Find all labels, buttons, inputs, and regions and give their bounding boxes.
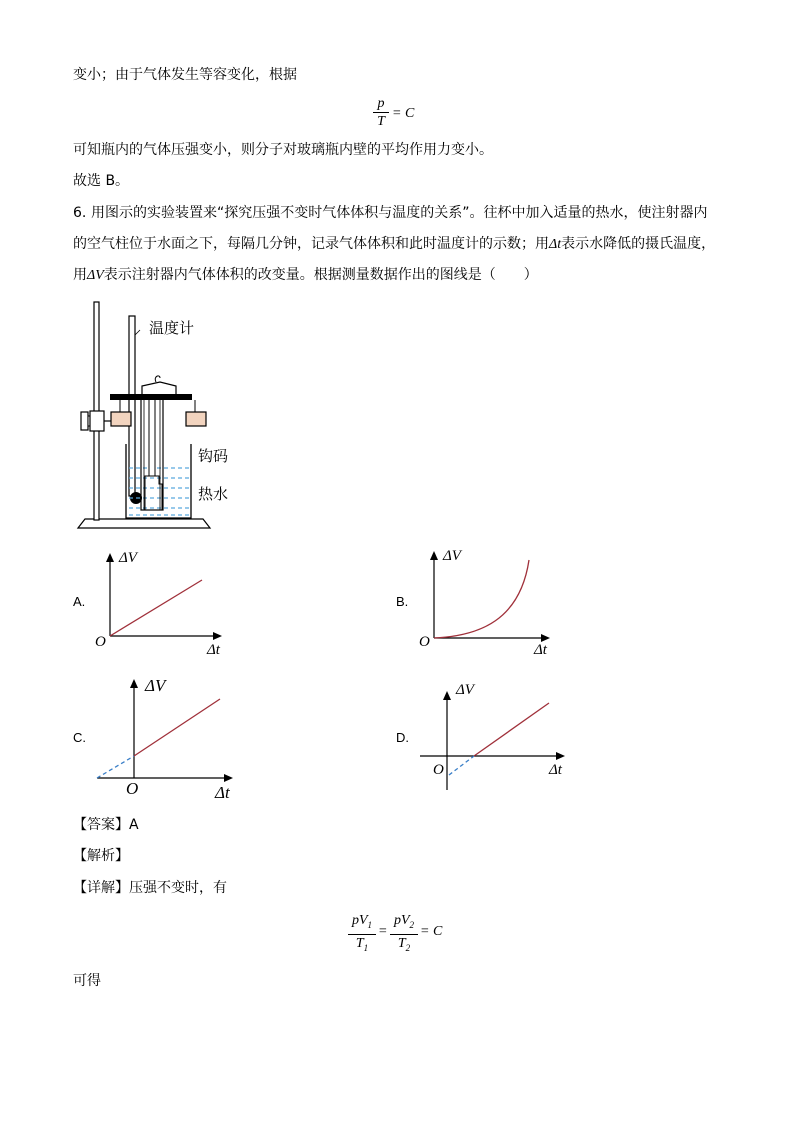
option-c-x-label: Δt [215,783,230,802]
formula2-left-fraction: $pV_1$ $T_1$ [348,912,376,957]
option-a-letter: A. [73,594,86,609]
option-c-origin: O [126,779,139,798]
option-b-y-label: ΔV [443,548,461,564]
text-line-2: 可知瓶内的气体压强变小，则分子对玻璃瓶内壁的平均作用力变小。 [73,142,493,158]
question-line-2: 的空气柱位于水面之下，每隔几分钟，记录气体体积和此时温度计的示数；用Δt表示水降低的摄氏温度， [73,236,716,252]
option-c-letter: C. [73,730,86,745]
option-a-y-label: ΔV [119,550,137,566]
option-d-origin: O [433,762,444,778]
formula-denominator: T [377,114,385,129]
formula2-right-fraction: $pV_2$ $T_2$ [390,912,418,957]
formula-numerator: p [377,96,385,111]
text-line-3: 故选 B。 [73,173,130,189]
option-b-letter: B. [396,594,409,609]
question-number: 6. [73,205,87,221]
label-weight: 钩码 [198,447,229,465]
option-d-y-label: ΔV [456,682,474,698]
text-line-1: 变小；由于气体发生等容变化，根据 [73,67,297,83]
conclude-line: 可得 [73,973,101,989]
analysis-heading: 【解析】 [73,848,129,864]
option-b-x-label: Δt [534,642,547,658]
label-hot-water: 热水 [198,485,229,503]
option-c-y-label: ΔV [145,676,166,695]
question-line-1: 用图示的实验装置来“探究压强不变时气体体积与温度的关系”。往杯中加入适量的热水，使注射器内 [91,205,708,221]
option-a-origin: O [95,634,106,650]
formula-rhs: = C [392,106,415,121]
option-d-x-label: Δt [549,762,562,778]
question-line-3: 用ΔV表示注射器内气体体积的改变量。根据测量数据作出的图线是（ ） [73,267,538,283]
option-d-dashed-extension [449,756,474,775]
answer-line: 【答案】A [73,817,139,833]
label-thermometer: 温度计 [149,319,195,337]
detail-line: 【详解】压强不变时，有 [73,880,227,896]
formula2-rhs: = C [420,924,443,939]
option-d-curve [474,703,549,756]
option-b-origin: O [419,634,430,650]
option-d-letter: D. [396,730,409,745]
option-a-x-label: Δt [207,642,220,658]
